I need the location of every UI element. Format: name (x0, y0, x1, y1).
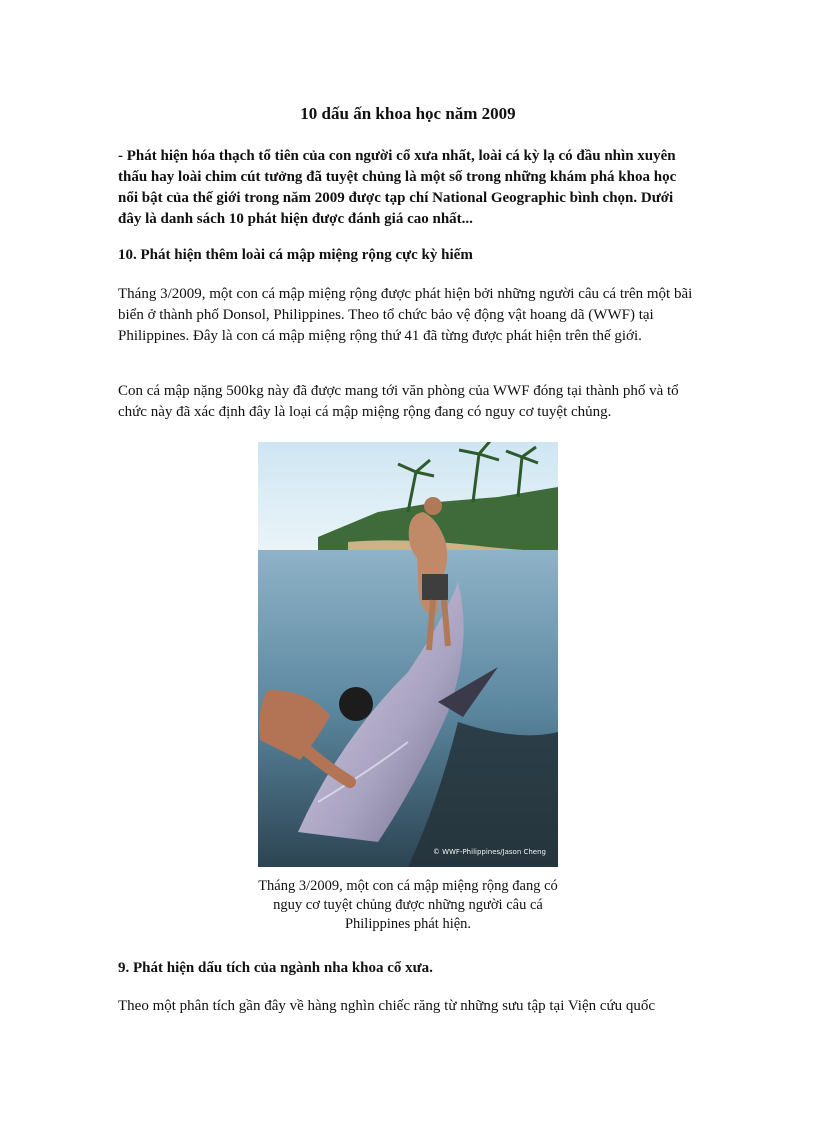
section-9-paragraph-1: Theo một phân tích gần đây về hàng nghìn chiếc răng từ những sưu tập tại Viện cứu quốc (118, 998, 656, 1014)
section-10-heading: 10. Phát hiện thêm loài cá mập miệng rộng cực kỳ hiếm (118, 247, 473, 263)
section-9-heading: 9. Phát hiện dấu tích của ngành nha khoa cổ xưa. (118, 960, 433, 976)
document-title: 10 dấu ấn khoa học năm 2009 (300, 104, 516, 123)
section-10-paragraph-2: Con cá mập nặng 500kg này đã được mang tới văn phòng của WWF đóng tại thành phố và tổ chức này đã xác định đây là loại cá mập miệng rộng đang có nguy cơ tuyệt chủng. (118, 383, 679, 420)
section-10-paragraph-1: Tháng 3/2009, một con cá mập miệng rộng được phát hiện bởi những người câu cá trên một bãi biển ở thành phố Donsol, Philippines. Theo tổ chức bảo vệ động vật hoang dã (WWF) tại Philippines. Đây là con cá mập miệng rộng thứ 41 đã từng được phát hiện trên thế giới. (118, 286, 693, 344)
photo-caption: Tháng 3/2009, một con cá mập miệng rộng đang có nguy cơ tuyệt chủng được những người câu cá Philippines phát hiện. (258, 878, 558, 932)
photo-credit: © WWF-Philippines/Jason Cheng (432, 848, 546, 856)
megamouth-shark-photo (258, 442, 558, 867)
lead-paragraph: - Phát hiện hóa thạch tổ tiên của con người cổ xưa nhất, loài cá kỳ lạ có đầu nhìn xuyên thấu hay loài chim cút tưởng đã tuyệt chủng là một số trong những khám phá khoa học nổi bật của thế giới trong năm 2009 được tạp chí National Geographic bình chọn. Dưới đây là danh sách 10 phát hiện được đánh giá cao nhất... (118, 148, 677, 227)
